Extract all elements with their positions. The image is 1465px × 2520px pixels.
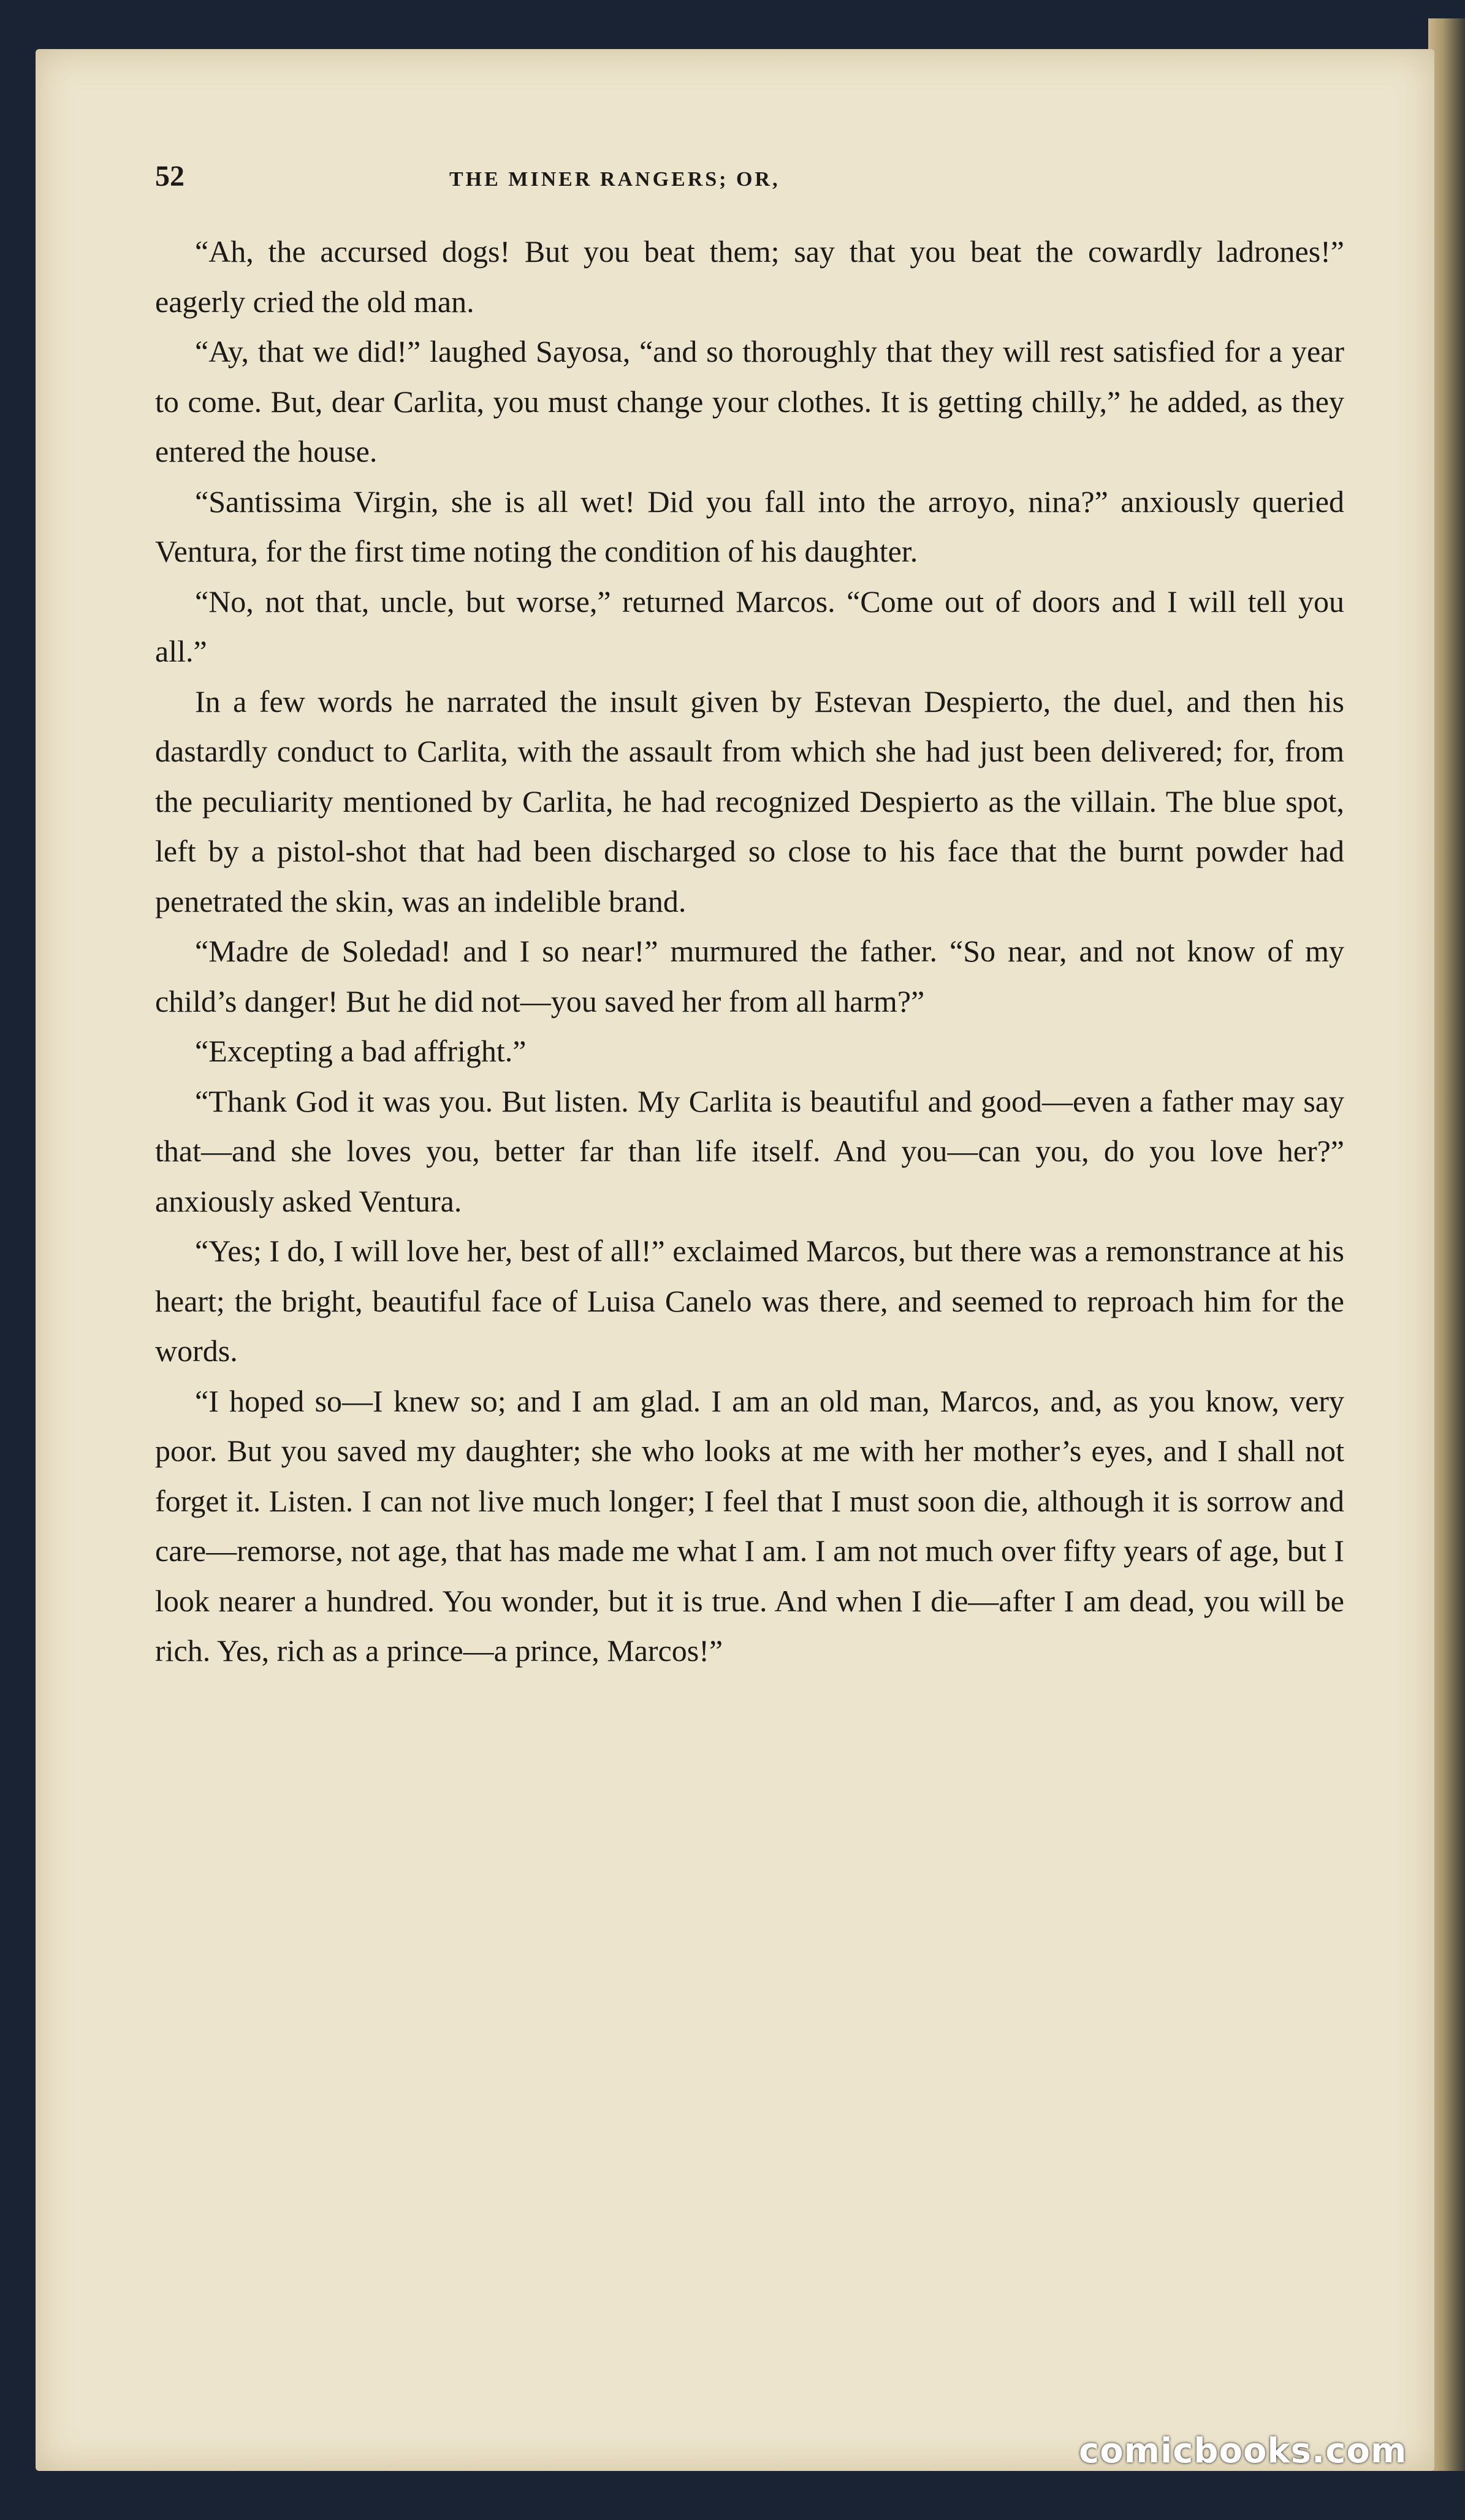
paragraph-1: “Ah, the accursed dogs! But you beat them; say that you beat the cowardly ladrones!” eagerly cried the old man. xyxy=(155,234,1344,319)
paragraph-8: “Thank God it was you. But listen. My Carlita is beautiful and good—even a father may say that—and she loves you, better far than life itself. And you—can you, do you love her?” anxiously asked Ventura. xyxy=(155,1083,1344,1218)
paragraph-6: “Madre de Soledad! and I so near!” murmured the father. “So near, and not know of my child’s danger! But he did not—you saved her from all harm?” xyxy=(155,934,1344,1018)
paragraph-7: “Excepting a bad affright.” xyxy=(195,1034,527,1068)
paragraph-3: “Santissima Virgin, she is all wet! Did you fall into the arroyo, nina?” anxiously queried Ventura, for the first time noting the condition of his daughter. xyxy=(155,484,1344,568)
running-title: THE MINER RANGERS; OR, xyxy=(449,168,780,191)
page-text-block xyxy=(155,159,1344,1676)
paragraph-2: “Ay, that we did!” laughed Sayosa, “and so thoroughly that they will rest satisfied for a year to come. But, dear Carlita, you must change your clothes. It is getting chilly,” he added, as they entered the house. xyxy=(155,334,1344,468)
paragraph-9: “Yes; I do, I will love her, best of all!” exclaimed Marcos, but there was a remonstrance at his heart; the bright, beautiful face of Luisa Canelo was there, and seemed to reproach him for the words. xyxy=(155,1234,1344,1368)
book-page xyxy=(36,49,1434,2471)
site-watermark: comicbooks.com xyxy=(1079,2431,1407,2471)
page-number: 52 xyxy=(155,160,185,193)
paragraph-10: “I hoped so—I knew so; and I am glad. I am an old man, Marcos, and, as you know, very poor. But you saved my daughter; she who looks at me with her mother’s eyes, and I shall not forget it. Listen. I can not live much longer; I feel that I must soon die, although it is sorrow and care—remorse, not age, that has made me what I am. I am not much over fifty years of age, but I look nearer a hundred. You wonder, but it is true. And when I die—after I am dead, you will be rich. Yes, rich as a prince—a prince, Marcos!” xyxy=(155,1383,1344,1668)
page-header xyxy=(155,159,1344,227)
paragraph-4: “No, not that, uncle, but worse,” returned Marcos. “Come out of doors and I will tell you all.” xyxy=(155,584,1344,668)
paragraph-5: In a few words he narrated the insult given by Estevan Despierto, the duel, and then his dastardly conduct to Carlita, with the assault from which she had just been delivered; for, from the peculiarity mentioned by Carlita, he had recognized Despierto as the villain. The blue spot, left by a pistol-shot that had been discharged so close to his face that the burnt powder had penetrated the skin, was an indelible brand. xyxy=(155,684,1344,918)
